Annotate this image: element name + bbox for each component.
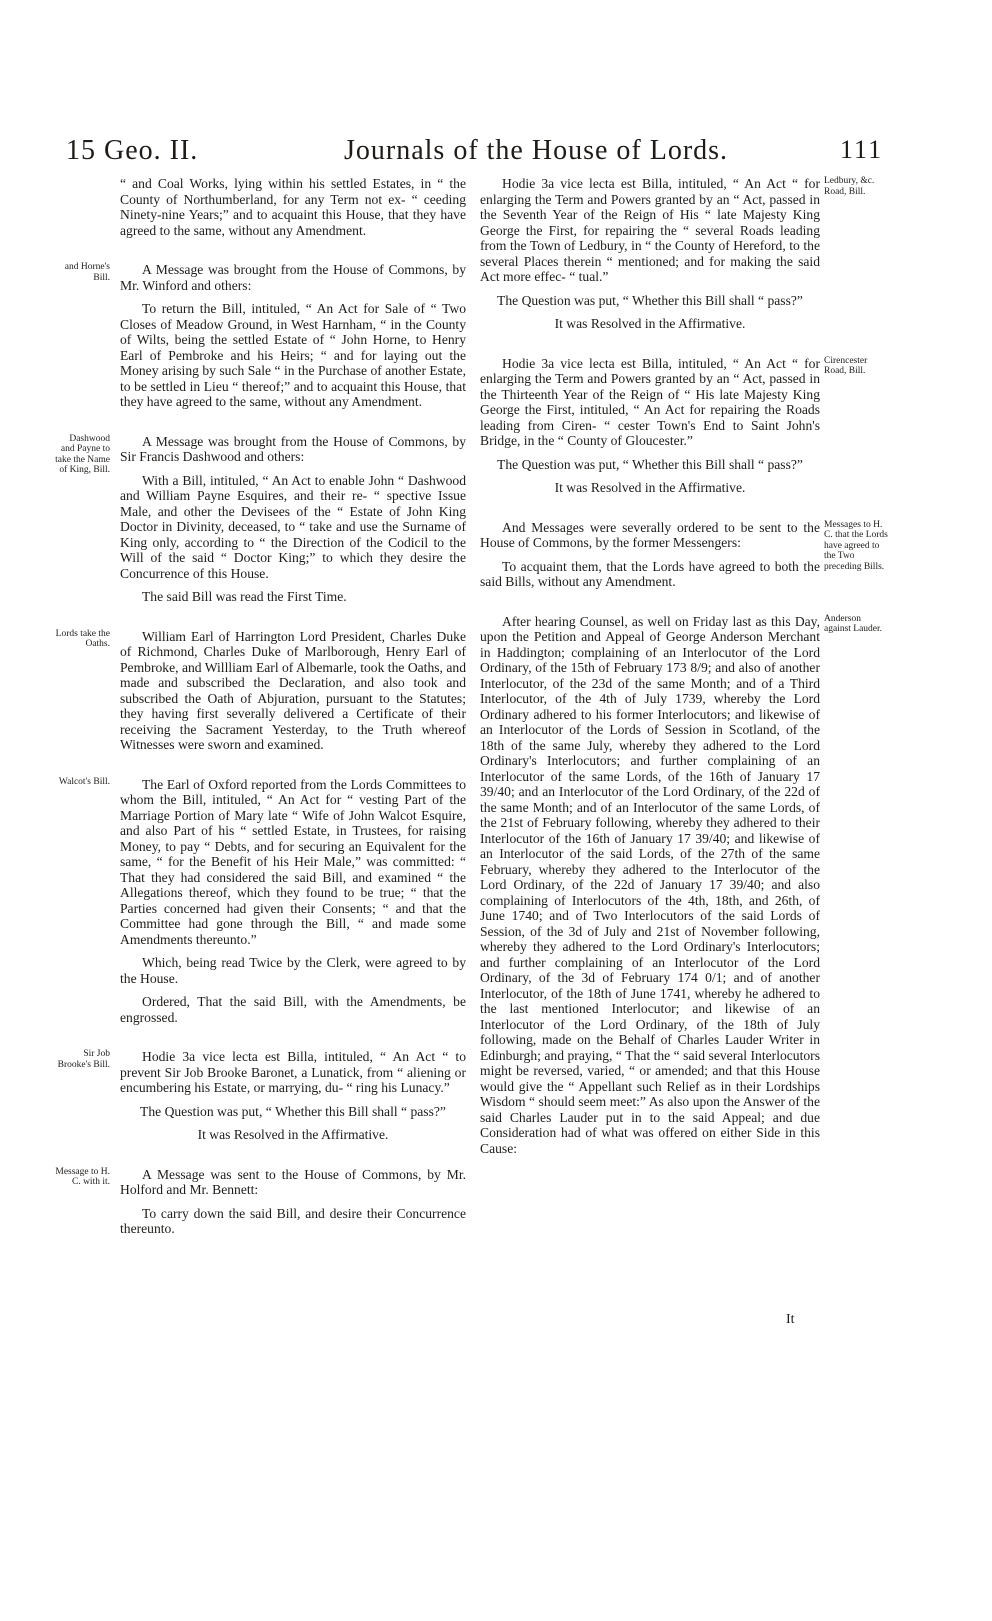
journal-entry [480, 176, 875, 332]
margin-note: Dashwood and Payne to take the Name of King, Bill. [55, 433, 110, 475]
entry-paragraph: After hearing Counsel, as well on Friday last as this Day, upon the Petition and Appeal of George Anderson Merchant in Haddington; complaining of an Interlocutor of the Lord Ordinary, of the 15th of February 173 8/9; and also of another Interlocutor, of the 23d of the same Month; and of a Third Interlocutor, of the 4th of July 1739, whereby the Lord Ordinary adhered to his former Interlocutors; and likewise of an Interlocutor of the Lords of Session in Scotland, of the 18th of the same July, whereby they adhered to the Lord Ordinary's Interlocutors; and further complaining of an Interlocutor of the same Lords, of the 16th of January 17 39/40; and an Interlocutor of the Lord Ordinary, of the 22d of the same Month; and of an Interlocutor of the same Lords, of the 21st of February following, whereby they adhered to their Interlocutor of the 16th of January 17 39/40; and likewise of an Interlocutor of the said Lords, of the 27th of the same February, whereby they adhered to the Interlocutor of the Lord Ordinary, of the 22d of January 17 39/40; and also complaining of Interlocutors of the 4th, 18th, and 26th, of June 1740; and of Two Interlocutors of the said Lords of Session, of the 3d of July and 21st of November following, whereby they adhered to the Lord Ordinary's Interlocutors; and further complaining of an Interlocutor of the Lord Ordinary, of the 3d of February 174 0/1; and of another Interlocutor, of the 18th of June 1741, whereby he adhered to the last mentioned Interlocutor; and likewise of an Interlocutor of the Lord Ordinary, of the 18th of July following, made on the Behalf of Charles Lauder Writer in Edinburgh; and praying, “ That the “ said several Interlocutors might be reversed, varied, “ or amended; and that this House would give the “ Appellant such Relief as in their Lordships Wisdom “ should seem meet:” As also upon the Answer of the said Charles Lauder put in to the said Appeal; and due Consideration had of what was offered on either Side in this Cause: [480, 613, 820, 1156]
journal-entry [480, 613, 883, 1157]
entry-paragraph: Ordered, That the said Bill, with the Amendments, be engrossed. [120, 994, 466, 1025]
entry-spacer [480, 340, 820, 356]
entry-paragraph: A Message was brought from the House of Commons, by Mr. Winford and others: [120, 262, 466, 293]
entry-paragraph: With a Bill, intituled, “ An Act to enable John “ Dashwood and William Payne Esquires, and their re- “ spective Issue Male, and other the Devisees of the “ Estate of John King Doctor in Divinity, deceased, to “ take and use the Surname of King only, according to “ the Direction of the Codicil to the Will of the said “ Doctor King;” to which they desire the Concurrence of this House. [120, 472, 466, 581]
entry-paragraph: To carry down the said Bill, and desire their Concurrence thereunto. [120, 1205, 466, 1236]
entry-paragraph: To return the Bill, intituled, “ An Act for Sale of “ Two Closes of Meadow Ground, in West Harnham, “ in the County of Wilts, being the settled Estate of “ John Horne, to Henry Earl of Pembroke and his Heirs; “ and for laying out the Money arising by such Sale “ in the Purchase of another Estate, to be settled in Lieu “ thereof;” and to acquaint this House, that they have agreed to the same, without any Amendment. [120, 301, 466, 409]
journal-entry [57, 1049, 466, 1143]
journal-entry [480, 519, 888, 590]
journal-entry [58, 776, 466, 1026]
margin-note: Sir Job Brooke's Bill. [57, 1049, 110, 1070]
entry-spacer [480, 504, 820, 520]
entry-spacer [120, 418, 466, 434]
journal-entry [480, 355, 868, 496]
entry-spacer [120, 246, 466, 262]
left-column [55, 176, 466, 1261]
margin-note: Cirencester Road, Bill. [824, 355, 868, 376]
entry-paragraph: Which, being read Twice by the Clerk, were agreed to by the House. [120, 955, 466, 986]
margin-note: Anderson against Lauder. [824, 613, 883, 634]
journal-entry [120, 176, 466, 238]
journal-entry [55, 433, 466, 605]
entry-paragraph: “ and Coal Works, lying within his settled Estates, in “ the County of Northumberland, for any Term not ex- “ ceeding Ninety-nine Years;” and to acquaint this House, that they have agreed to the same, without any Amendment. [120, 176, 466, 238]
journal-entry [64, 262, 466, 410]
running-title: Journals of the House of Lords. [344, 135, 729, 166]
entry-paragraph: A Message was sent to the House of Commons, by Mr. Holford and Mr. Bennett: [120, 1166, 466, 1197]
journal-entry [55, 628, 466, 753]
catchword: It [786, 1312, 795, 1327]
entry-paragraph: The said Bill was read the First Time. [142, 589, 347, 604]
page-number: 111 [840, 135, 884, 164]
margin-note: Message to H. C. with it. [55, 1166, 110, 1187]
margin-note: Lords take the Oaths. [55, 628, 110, 649]
entry-paragraph: William Earl of Harrington Lord President, Charles Duke of Richmond, Charles Duke of Marlborough, Henry Earl of Pembroke, and Willliam Earl of Albemarle, took the Oaths, and made and subscribed the Declaration, and also took and subscribed the Oath of Abjuration, pursuant to the Statutes; they having first severally delivered a Certificate of their receiving the Sacrament Yesterday, to the Truth whereof Witnesses were sworn and examined. [120, 628, 466, 752]
entry-spacer [120, 613, 466, 629]
journal-entry [55, 1166, 466, 1237]
entry-spacer [120, 1151, 466, 1167]
margin-note: and Horne's Bill. [64, 262, 110, 283]
entry-paragraph: Hodie 3a vice lecta est Billa, intituled, “ An Act “ to prevent Sir Job Brooke Baronet, a Lunatick, from “ aliening or encumbering his Estate, or marrying, du- “ ring his Lunacy.” [120, 1049, 466, 1095]
regnal-year: 15 Geo. II. [66, 135, 199, 166]
entry-paragraph: Hodie 3a vice lecta est Billa, intituled, “ An Act “ for enlarging the Term and Powers granted by an “ Act, passed in the Seventh Year of the Reign of His “ late Majesty King George the First, for repairing the “ several Roads leading from the Town of Ledbury, in “ the County of Hereford, to the several Places therein “ mentioned; and for making the said Act more effec- “ tual.” [480, 176, 820, 284]
entry-paragraph: The Question was put, “ Whether this Bill shall “ pass?” [140, 1103, 446, 1119]
entry-paragraph: The Earl of Oxford reported from the Lords Committees to whom the Bill, intituled, “ An Act for “ vesting Part of the Marriage Portion of Mary late “ Wife of John Walcot Esquire, and also Part of his “ settled Estate, in Trustees, for raising Money, to pay “ Debts, and for securing an Equivalent for the same, “ for the Benefit of his Heir Male,” was committed: “ That they had considered the said Bill, and examined “ the Allegations thereof, which they found to be true; “ that the Parties concerned had given their Consents; “ and that the Committee had gone through the Bill, “ and made some Amendments thereunto.” [120, 776, 466, 947]
margin-note: Ledbury, &c. Road, Bill. [824, 176, 875, 197]
entry-paragraph: The Question was put, “ Whether this Bill shall “ pass?” [497, 456, 803, 472]
entry-paragraph: The Question was put, “ Whether this Bill shall “ pass?” [497, 292, 803, 308]
right-column [480, 176, 888, 1180]
entry-spacer [480, 1164, 820, 1180]
entry-paragraph: Hodie 3a vice lecta est Billa, intituled, “ An Act “ for enlarging the Term and Powers granted by an “ Act, passed in the Thirteenth Year of the Reign of “ His late Majesty King George the First, intituled, “ An Act for repairing the Roads leading from Ciren- “ cester Town's End to Saint John's Bridge, in the “ County of Gloucester.” [480, 355, 820, 448]
page-header [0, 135, 992, 175]
entry-paragraph: It was Resolved in the Affirmative. [554, 316, 746, 331]
entry-spacer [120, 1033, 466, 1049]
entry-paragraph: A Message was brought from the House of Commons, by Sir Francis Dashwood and others: [120, 433, 466, 464]
entry-paragraph: It was Resolved in the Affirmative. [197, 1127, 389, 1142]
entry-paragraph: It was Resolved in the Affirmative. [554, 480, 746, 495]
entry-paragraph: To acquaint them, that the Lords have agreed to both the said Bills, without any Amendment. [480, 558, 820, 589]
entry-spacer [120, 761, 466, 777]
entry-spacer [480, 598, 820, 614]
margin-note: Messages to H. C. that the Lords have agreed to the Two preceding Bills. [824, 519, 888, 572]
entry-paragraph: And Messages were severally ordered to be sent to the House of Commons, by the former Messengers: [480, 519, 820, 550]
entry-spacer [120, 1245, 466, 1261]
margin-note: Walcot's Bill. [58, 776, 110, 787]
